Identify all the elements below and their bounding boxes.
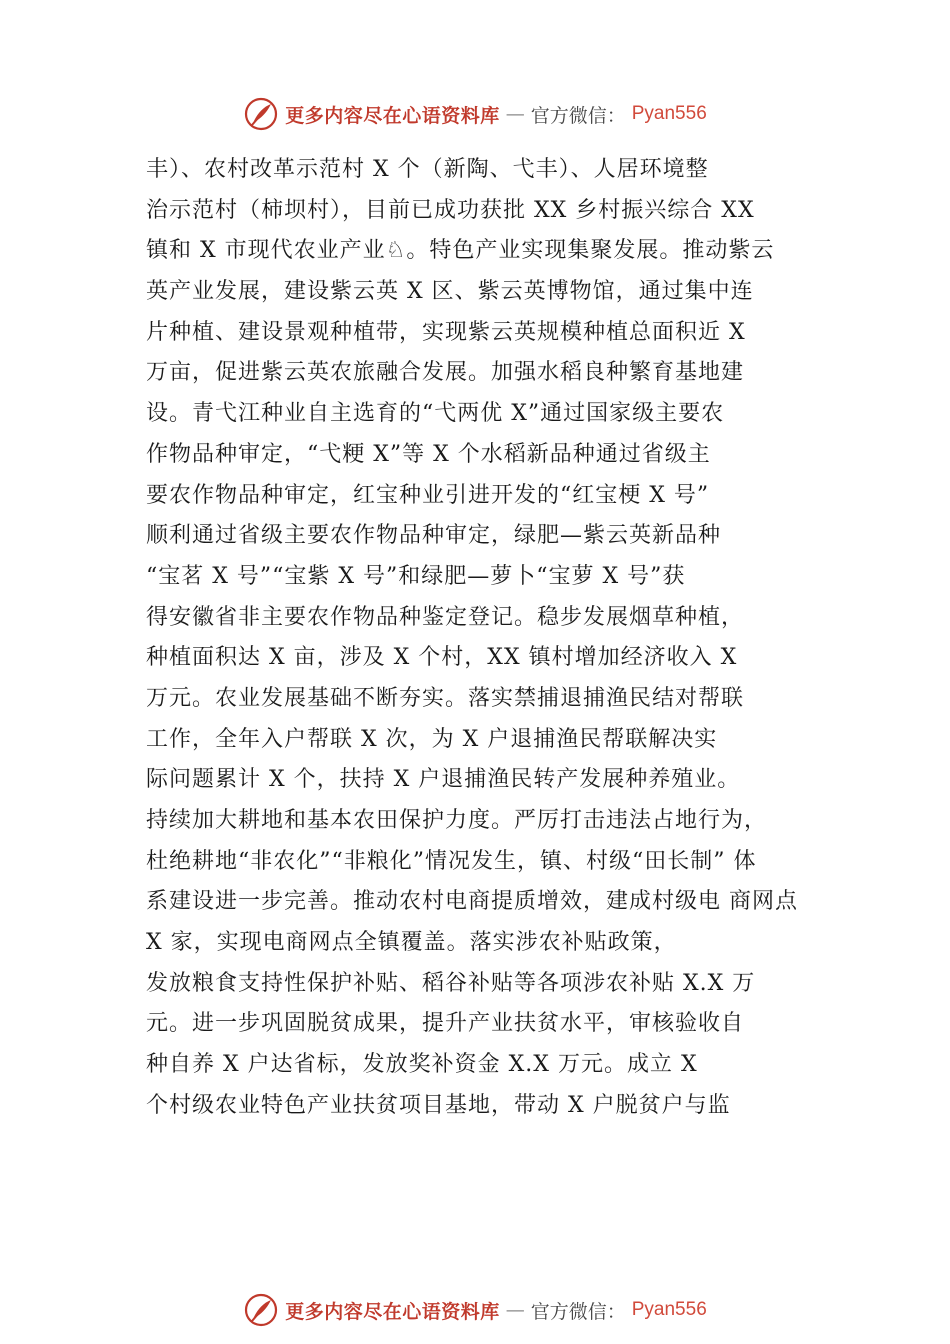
text-line: 设。青弋江种业自主选育的“弋两优 X”通过国家级主要农 [146,401,725,427]
text-line: 作物品种审定，“弋粳 X”等 X 个水稻新品种通过省级主 [146,441,711,467]
text-line: 要农作物品种审定，红宝种业引进开发的“红宝梗 X 号” [146,482,710,508]
text-line: 持续加大耕地和基本农田保护力度。严厉打击违法占地行为， [146,808,768,833]
footer-official-label: 官方微信： [530,1300,626,1323]
text-line: 治示范村（柿坝村），目前已成功获批 XX 乡村振兴综合 XX [146,197,755,223]
text-line: 际问题累计 X 个，扶持 X 户退捕渔民转产发展种养殖业。 [146,767,741,793]
text-line: 万元。农业发展基础不断夯实。落实禁捕退捕渔民结对帮联 [146,685,745,711]
text-line: 万亩，促进紫云英农旅融合发展。加强水稻良种繁育基地建 [146,360,745,386]
text-line: 片种植、建设景观种植带，实现紫云英规模种植总面积近 X [146,319,746,345]
text-line: 种植面积达 X 亩，涉及 X 个村，XX 镇村增加经济收入 X [146,645,738,671]
banner-official-label: 官方微信： [530,104,626,127]
text-line: 系建设进一步完善。推动农村电商提质增效，建成村级电 商网点 [146,889,798,915]
footer-banner [0,1290,950,1330]
text-line: 种自养 X 户达省标，发放奖补资金 X.X 万元。成立 X [146,1052,698,1078]
text-line: 元。进一步巩固脱贫成果，提升产业扶贫水平，审核验收自 [146,1011,745,1037]
text-line: 工作，全年入户帮联 X 次，为 X 户退捕渔民帮联解决实 [146,726,718,752]
text-line: 顺利通过省级主要农作物品种审定，绿肥—紫云英新品种 [146,523,722,549]
footer-separator: — [505,1299,525,1321]
text-line: X 家，实现电商网点全镇覆盖。落实涉农补贴政策， [146,930,677,956]
banner-separator: — [505,103,525,125]
text-line: 发放粮食支持性保护补贴、稻谷补贴等各项涉农补贴 X.X 万 [146,970,756,996]
header-banner [0,94,950,134]
text-line: 丰）、农村改革示范村 X 个（新陶、弋丰）、人居环境整 [146,157,709,182]
text-line: 英产业发展，建设紫云英 X 区、紫云英博物馆，通过集中连 [146,279,754,305]
text-line: 杜绝耕地“非农化”“非粮化”情况发生，镇、村级“田长制” 体 [146,848,757,874]
document-body [146,150,836,1127]
text-line: 个村级农业特色产业扶贫项目基地，带动 X 户脱贫户与监 [146,1092,731,1118]
footer-brand-text: 更多内容尽在心语资料库 [285,1300,500,1323]
text-line: “宝茗 X 号”“宝紫 X 号”和绿肥—萝卜“宝萝 X 号”获 [146,563,686,589]
banner-brand-text: 更多内容尽在心语资料库 [285,104,500,127]
quill-feather-logo-icon [243,96,279,132]
footer-wechat-handle: Pyan556 [631,1299,707,1320]
text-line: 镇和 X 市现代农业产业♘。特色产业实现集聚发展。推动紫云 [146,238,775,264]
quill-feather-logo-icon [243,1292,279,1328]
text-line: 得安徽省非主要农作物品种鉴定登记。稳步发展烟草种植， [146,604,745,630]
banner-wechat-handle: Pyan556 [631,103,707,124]
